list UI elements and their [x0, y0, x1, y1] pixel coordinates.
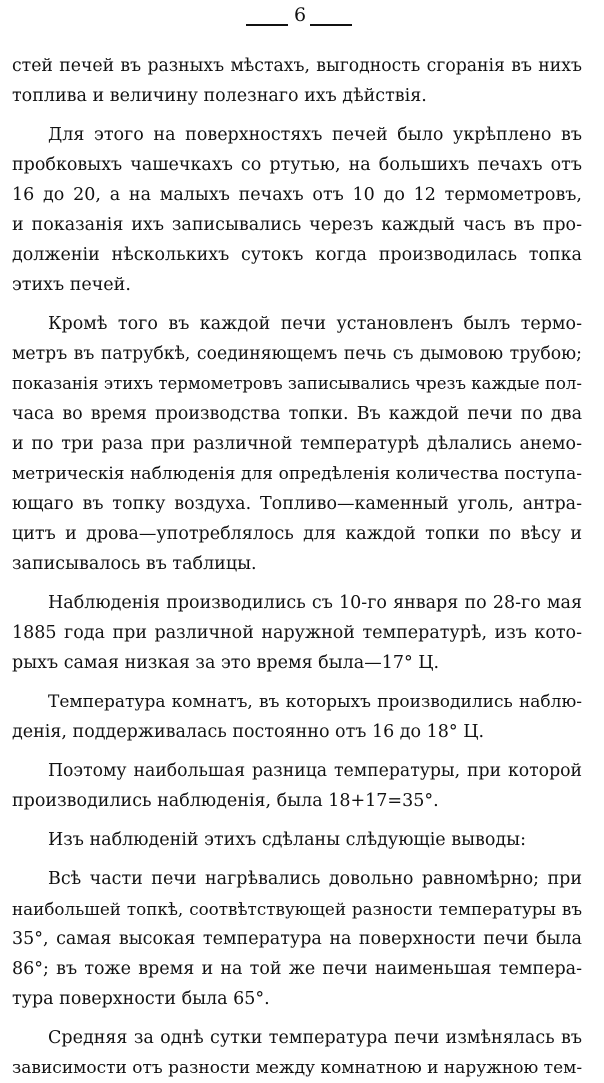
paragraph-gap: [12, 816, 582, 825]
text-line: Изъ наблюденій этихъ сдѣланы слѣдующіе выводы:: [48, 830, 526, 850]
page-body: [12, 51, 582, 1083]
paragraph: [12, 51, 582, 111]
text-line: Для этого на поверхностяхъ печей было укрѣплено въ: [48, 125, 582, 145]
text-line: топлива и величину полезнаго ихъ дѣйствія.: [12, 86, 427, 106]
paragraph: [12, 588, 582, 678]
text-line: стей печей въ разныхъ мѣстахъ, выгодность сгоранія въ нихъ: [12, 56, 582, 76]
text-line: Наблюденія производились съ 10-го января по 28-го мая: [48, 593, 582, 613]
page-number: 6: [293, 4, 307, 26]
header-rule-left: [246, 24, 288, 26]
text-line: рыхъ самая низкая за это время была—17° Ц.: [12, 653, 440, 673]
text-line: метрическія наблюденія для опредѣленія количества поступа-: [12, 464, 582, 484]
text-line: Поэтому наибольшая разница температуры, при которой: [48, 761, 582, 781]
paragraph: [12, 120, 582, 300]
text-line: и показанія ихъ записывались черезъ каждый часъ въ про-: [12, 215, 582, 235]
paragraph: [12, 687, 582, 747]
text-line: 86°; въ тоже время и на той же печи наименьшая темпера-: [12, 959, 582, 979]
text-line: наибольшей топкѣ, соотвѣтствующей разности температуры въ: [12, 899, 582, 919]
text-line: производились наблюденія, была 18+17=35°.: [12, 791, 439, 811]
text-line: Средняя за однѣ сутки температура печи измѣнялась въ: [48, 1028, 582, 1048]
text-line: часа во время производства топки. Въ каждой печи по два: [12, 404, 582, 424]
text-line: долженіи нѣсколькихъ сутокъ когда производилась топка: [12, 245, 582, 265]
text-line: цитъ и дрова—употреблялось для каждой топки по вѣсу и: [12, 524, 582, 544]
text-line: Кромѣ того въ каждой печи установленъ былъ термо-: [48, 314, 582, 334]
paragraph-gap: [12, 579, 582, 588]
paragraph: [12, 1023, 582, 1083]
text-line: 35°, самая высокая температура на поверхности печи была: [12, 929, 582, 949]
paragraph: [12, 864, 582, 1014]
text-line: тура поверхности была 65°.: [12, 989, 270, 1009]
paragraph: [12, 756, 582, 816]
text-line: Всѣ части печи нагрѣвались довольно равномѣрно; при: [48, 869, 582, 889]
paragraph: [12, 309, 582, 579]
paragraph-gap: [12, 1014, 582, 1023]
text-line: показанія этихъ термометровъ записывались чрезъ каждые пол-: [12, 374, 582, 393]
text-line: зависимости отъ разности между комнатною и наружною тем-: [12, 1058, 583, 1078]
paragraph-gap: [12, 111, 582, 120]
header-rule-right: [310, 24, 352, 26]
text-line: 1885 года при различной наружной температурѣ, изъ кото-: [12, 623, 582, 643]
paragraph: [12, 825, 582, 855]
text-line: денія, поддерживалась постоянно отъ 16 до 18° Ц.: [12, 722, 485, 742]
paragraph-gap: [12, 300, 582, 309]
paragraph-gap: [12, 678, 582, 687]
text-line: Температура комнатъ, въ которыхъ производились наблю-: [48, 692, 582, 712]
text-line: 16 до 20, а на малыхъ печахъ отъ 10 до 12 термометровъ,: [12, 185, 582, 205]
text-line: ющаго въ топку воздуха. Топливо—каменный уголь, антра-: [12, 494, 582, 514]
paragraph-gap: [12, 855, 582, 864]
paragraph-gap: [12, 747, 582, 756]
text-line: записывалось въ таблицы.: [12, 554, 257, 574]
text-line: этихъ печей.: [12, 275, 131, 295]
text-line: и по три раза при различной температурѣ дѣлались анемо-: [12, 434, 582, 454]
page-header: [0, 0, 604, 40]
text-line: метръ въ патрубкѣ, соединяющемъ печь съ дымовою трубою;: [12, 344, 582, 364]
text-line: пробковыхъ чашечкахъ со ртутью, на большихъ печахъ отъ: [12, 155, 582, 175]
